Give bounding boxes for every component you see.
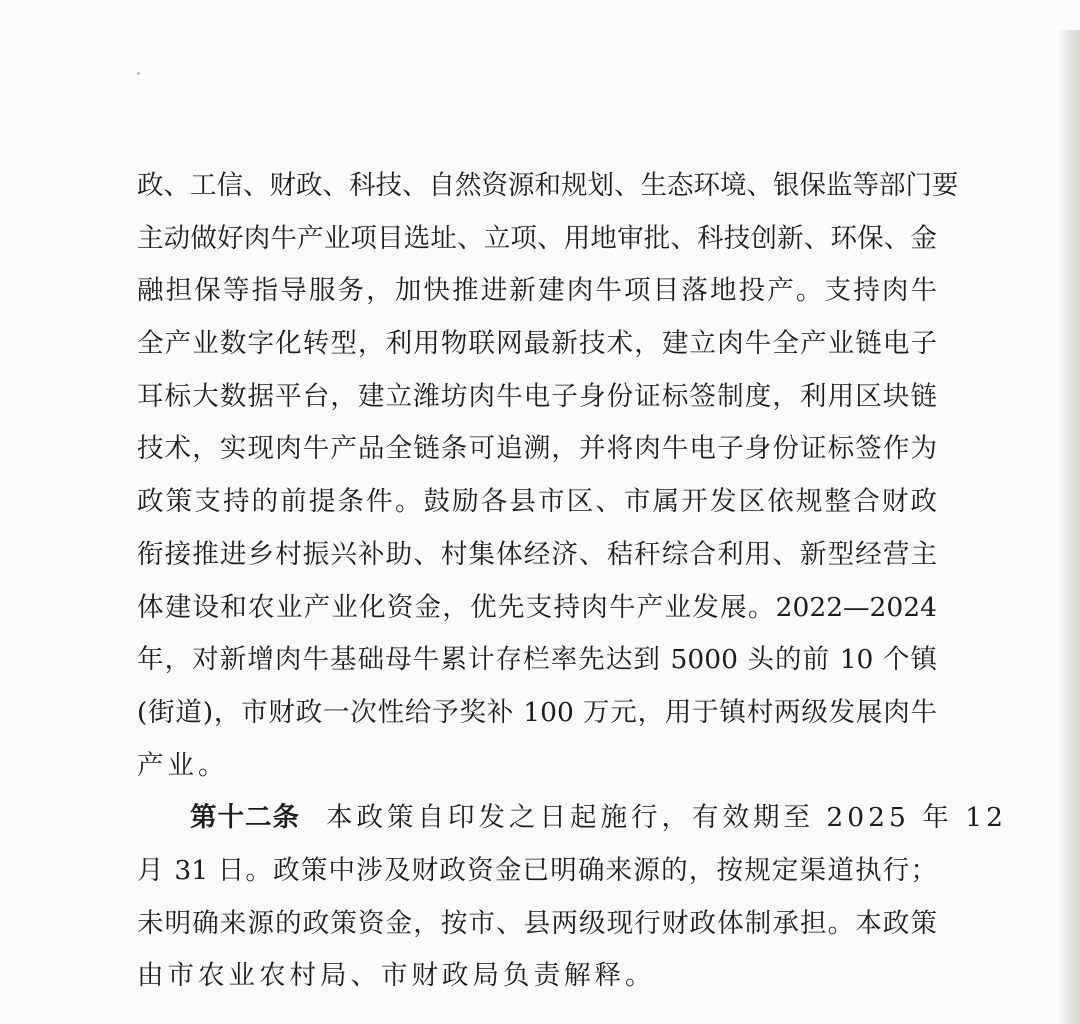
article-first-line xyxy=(137,792,1007,845)
article-line: 月 31 日。政策中涉及财政资金已明确来源的，按规定渠道执行； xyxy=(137,854,937,886)
paragraph-line: 衔接推进乡村振兴补助、村集体经济、秸秆综合利用、新型经营主 xyxy=(137,538,937,570)
article-line: 未明确来源的政策资金，按市、县两级现行财政体制承担。本政策 xyxy=(137,907,937,939)
paragraph-line: (街道)，市财政一次性给予奖补 100 万元，用于镇村两级发展肉牛 xyxy=(137,696,937,728)
paragraph-line: 全产业数字化转型，利用物联网最新技术，建立肉牛全产业链电子 xyxy=(137,328,937,360)
paragraph-line: 融担保等指导服务，加快推进新建肉牛项目落地投产。支持肉牛 xyxy=(137,275,937,307)
article-label: 第十二条 xyxy=(190,802,300,834)
article-line: 由市农业农村局、市财政局负责解释。 xyxy=(137,960,656,992)
paragraph-line: 耳标大数据平台，建立潍坊肉牛电子身份证标签制度，利用区块链 xyxy=(137,380,937,412)
article-text: 本政策自印发之日起施行，有效期至 2025 年 12 xyxy=(326,802,1007,834)
page-edge-shadow xyxy=(1058,30,1080,1024)
paragraph-line: 主动做好肉牛产业项目选址、立项、用地审批、科技创新、环保、金 xyxy=(137,222,937,254)
paragraph-line: 技术，实现肉牛产品全链条可追溯，并将肉牛电子身份证标签作为 xyxy=(137,433,937,465)
paragraph-line: 政、工信、财政、科技、自然资源和规划、生态环境、银保监等部门要 xyxy=(137,170,959,201)
paragraph-line: 年，对新增肉牛基础母牛累计存栏率先达到 5000 头的前 10 个镇 xyxy=(137,644,937,676)
paragraph-line: 产业。 xyxy=(137,749,229,781)
paragraph-line: 体建设和农业产业化资金，优先支持肉牛产业发展。2022—2024 xyxy=(137,591,937,623)
paragraph-line: 政策支持的前提条件。鼓励各县市区、市属开发区依规整合财政 xyxy=(137,486,937,518)
document-body xyxy=(137,160,1007,1003)
scan-speck xyxy=(137,72,140,75)
